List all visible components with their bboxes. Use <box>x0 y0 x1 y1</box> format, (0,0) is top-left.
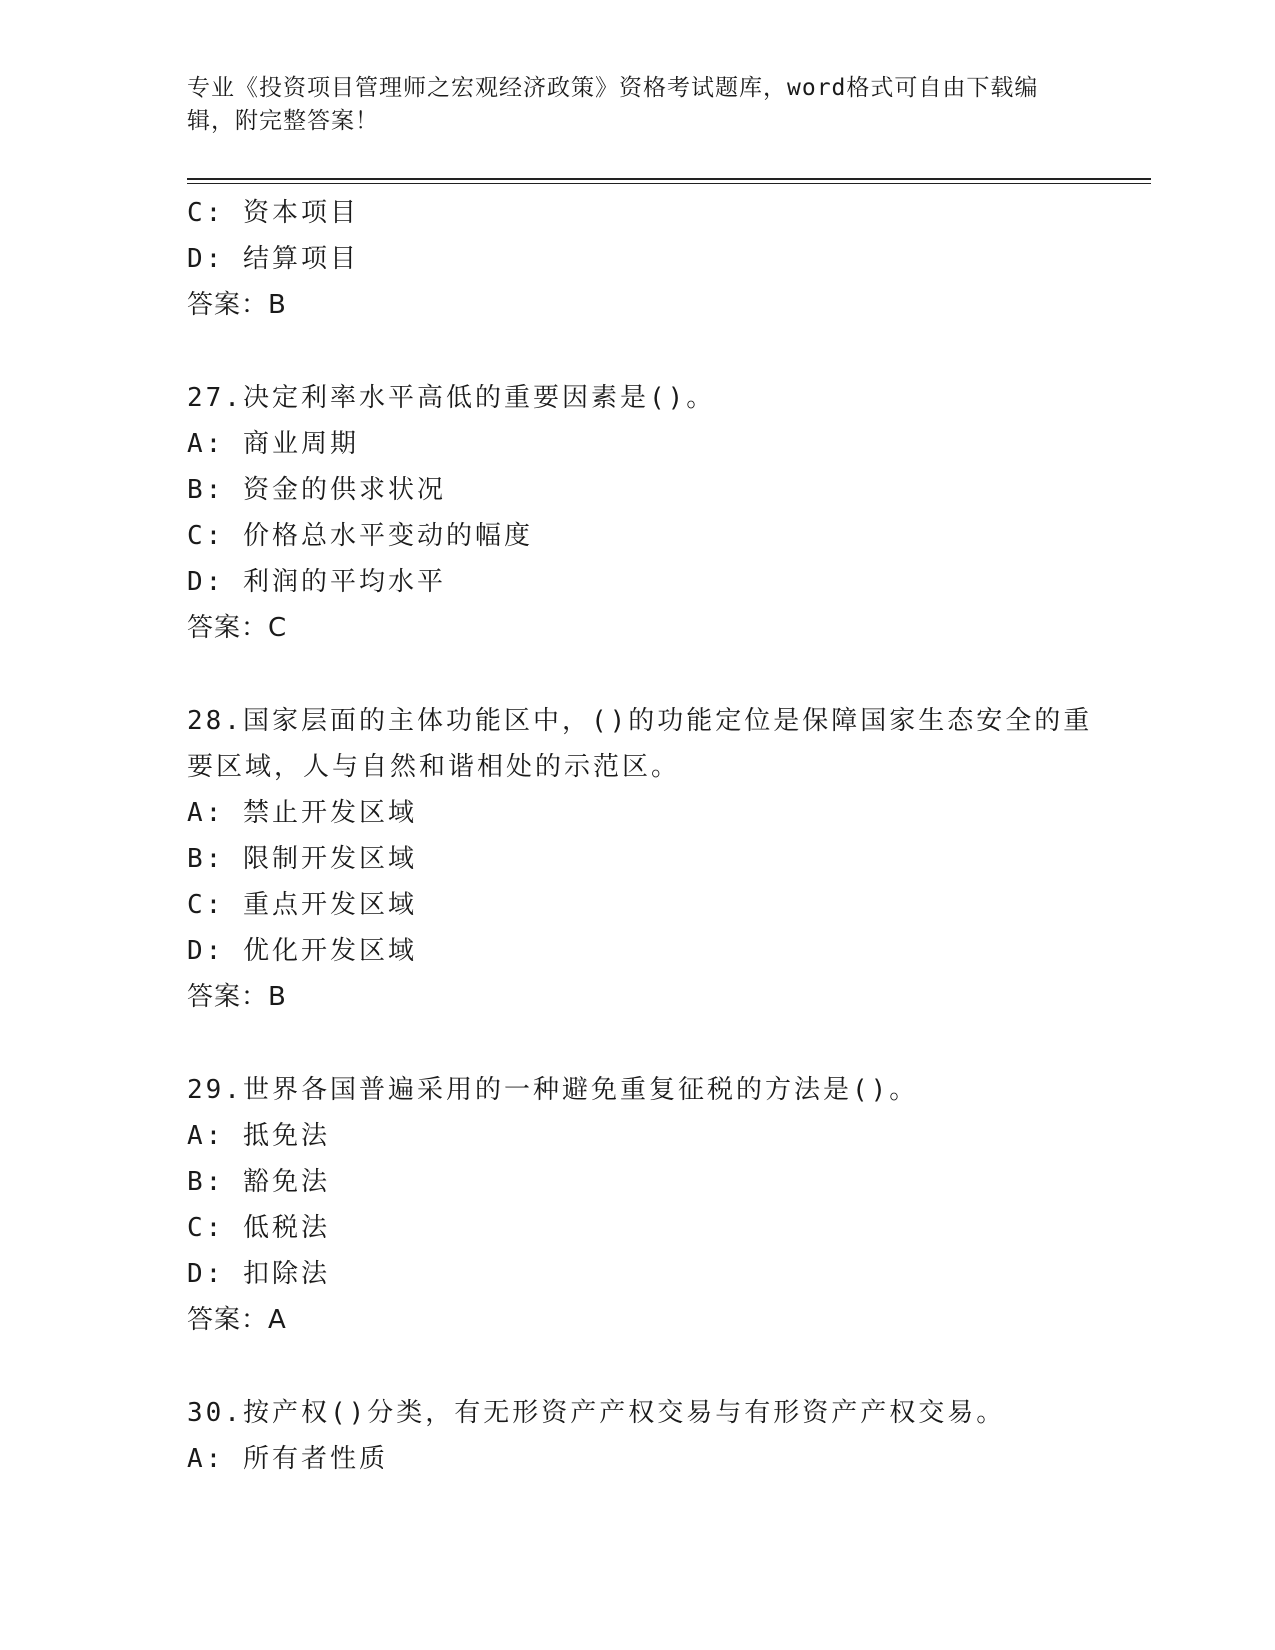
option-d: D: 优化开发区域 <box>187 936 417 966</box>
question-text: 29.世界各国普遍采用的一种避免重复征税的方法是()。 <box>187 1075 919 1105</box>
header-rule-thick <box>187 178 1151 180</box>
option-d: D: 扣除法 <box>187 1259 330 1289</box>
header-line-2: 辑，附完整答案！ <box>187 108 379 134</box>
question-28 <box>187 698 1093 1020</box>
answer-line: 答案：A <box>187 1305 287 1335</box>
option-a: A: 禁止开发区域 <box>187 798 417 828</box>
option-a: A: 抵免法 <box>187 1121 330 1151</box>
option-b: B: 资金的供求状况 <box>187 475 446 505</box>
header-rule-thin <box>187 183 1151 184</box>
question-29 <box>187 1067 1087 1343</box>
option-a: A: 商业周期 <box>187 429 359 459</box>
answer-line: 答案：C <box>187 613 288 643</box>
question-26-continuation <box>187 190 1087 328</box>
question-text: 30.按产权()分类，有无形资产产权交易与有形资产产权交易。 <box>187 1398 1006 1428</box>
question-30 <box>187 1390 1087 1482</box>
option-c: C: 低税法 <box>187 1213 330 1243</box>
option-c: C: 资本项目 <box>187 198 359 228</box>
question-text-line-1: 28.国家层面的主体功能区中，()的功能定位是保障国家生态安全的重 <box>187 706 1093 736</box>
option-d: D: 结算项目 <box>187 244 359 274</box>
header-line-1: 专业《投资项目管理师之宏观经济政策》资格考试题库，word格式可自由下载编 <box>187 75 1039 101</box>
option-b: B: 限制开发区域 <box>187 844 417 874</box>
question-27 <box>187 375 1087 651</box>
document-header <box>187 72 1067 138</box>
option-b: B: 豁免法 <box>187 1167 330 1197</box>
option-d: D: 利润的平均水平 <box>187 567 446 597</box>
answer-line: 答案：B <box>187 290 287 320</box>
question-text: 27.决定利率水平高低的重要因素是()。 <box>187 383 716 413</box>
question-text-line-2: 要区域，人与自然和谐相处的示范区。 <box>187 752 681 782</box>
option-c: C: 价格总水平变动的幅度 <box>187 521 533 551</box>
option-a: A: 所有者性质 <box>187 1444 388 1474</box>
option-c: C: 重点开发区域 <box>187 890 417 920</box>
answer-line: 答案：B <box>187 982 287 1012</box>
document-body <box>187 190 1093 1482</box>
